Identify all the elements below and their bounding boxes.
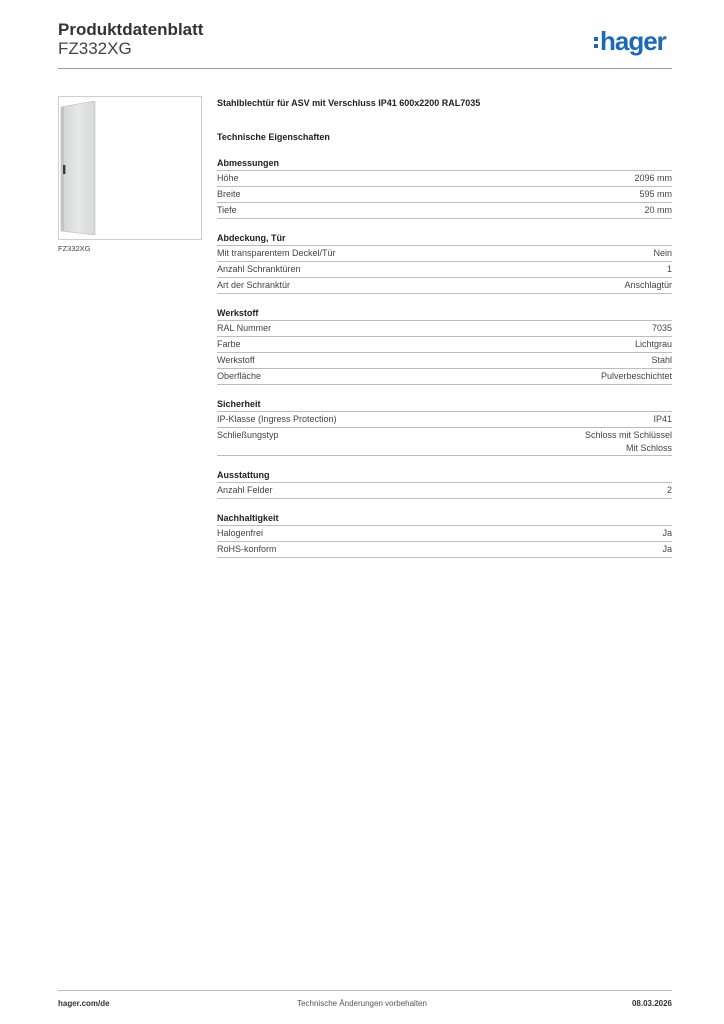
property-value-line: 1 (666, 264, 672, 274)
property-section (217, 511, 672, 558)
property-section (217, 306, 672, 385)
property-value (644, 204, 672, 218)
property-value (662, 527, 672, 541)
property-value-line: 2096 mm (634, 173, 672, 183)
section-title: Abmessungen (217, 156, 672, 171)
property-value (624, 279, 672, 293)
property-value (601, 370, 672, 384)
property-row (217, 278, 672, 294)
image-caption: FZ332XG (58, 244, 91, 253)
property-value (651, 354, 672, 368)
property-value-line: 2 (666, 485, 672, 495)
properties-list (217, 156, 672, 558)
property-value-line: Ja (662, 544, 672, 554)
property-value (653, 247, 672, 261)
property-label: Breite (217, 189, 241, 199)
property-row (217, 171, 672, 187)
page-title: Produktdatenblatt (58, 20, 204, 39)
property-value-line: Ja (662, 528, 672, 538)
property-value (639, 188, 672, 202)
property-label: RoHS-konform (217, 544, 277, 554)
section-title: Werkstoff (217, 306, 672, 321)
property-section (217, 397, 672, 456)
property-value-line: 20 mm (644, 205, 672, 215)
property-label: Tiefe (217, 205, 237, 215)
property-row (217, 262, 672, 278)
property-value (652, 322, 672, 336)
property-value-line: Lichtgrau (634, 339, 672, 349)
property-label: RAL Nummer (217, 323, 272, 333)
property-value-line: Anschlagtür (624, 280, 672, 290)
property-value (662, 543, 672, 557)
property-label: Höhe (217, 173, 239, 183)
section-title: Ausstattung (217, 468, 672, 483)
property-label: Mit transparentem Deckel/Tür (217, 248, 336, 258)
property-label: Oberfläche (217, 371, 262, 381)
property-section (217, 156, 672, 219)
property-value-line: 7035 (651, 323, 672, 333)
property-row (217, 412, 672, 428)
product-image-frame (58, 96, 202, 240)
property-section (217, 231, 672, 294)
property-value-line: Stahl (651, 355, 672, 365)
section-title: Abdeckung, Tür (217, 231, 672, 246)
hager-logo (594, 26, 666, 56)
property-row (217, 337, 672, 353)
property-label: Halogenfrei (217, 528, 264, 538)
footer-website-link[interactable]: hager.com/de (58, 999, 110, 1008)
property-value (585, 429, 672, 455)
property-value-line: Mit Schloss (625, 443, 672, 453)
footer-notice: Technische Änderungen vorbehalten (297, 999, 427, 1008)
property-row (217, 428, 672, 456)
product-description: Stahlblechtür für ASV mit Verschluss IP41 600x2200 RAL7035 (217, 98, 481, 108)
steel-door-image (59, 101, 97, 235)
logo-dots-icon (594, 37, 598, 48)
property-label: Anzahl Schranktüren (217, 264, 301, 274)
property-row (217, 526, 672, 542)
property-value (667, 263, 672, 277)
section-title: Sicherheit (217, 397, 672, 412)
property-row (217, 353, 672, 369)
property-value-line: Nein (653, 248, 672, 258)
property-value-line: IP41 (653, 414, 672, 424)
product-code: FZ332XG (58, 39, 132, 58)
property-row (217, 246, 672, 262)
property-label: Werkstoff (217, 355, 255, 365)
property-value-line: 595 mm (639, 189, 672, 199)
property-label: Art der Schranktür (217, 280, 291, 290)
property-value (653, 413, 672, 427)
footer-divider (58, 990, 672, 991)
header-divider (58, 68, 672, 69)
properties-heading: Technische Eigenschaften (217, 132, 330, 142)
property-value (667, 484, 672, 498)
property-label: Farbe (217, 339, 241, 349)
property-section (217, 468, 672, 499)
property-row (217, 203, 672, 219)
property-label: Anzahl Felder (217, 485, 273, 495)
property-row (217, 321, 672, 337)
property-value (634, 172, 672, 186)
property-label: IP-Klasse (Ingress Protection) (217, 414, 337, 424)
property-row (217, 483, 672, 499)
property-row (217, 369, 672, 385)
product-data-section (217, 96, 672, 558)
logo-text: hager (600, 26, 666, 56)
property-row (217, 187, 672, 203)
footer-date: 08.03.2026 (631, 999, 672, 1008)
property-label: Schließungstyp (217, 430, 279, 440)
property-value (635, 338, 672, 352)
property-row (217, 542, 672, 558)
property-value-line: Schloss mit Schlüssel (584, 430, 672, 440)
section-title: Nachhaltigkeit (217, 511, 672, 526)
property-value-line: Pulverbeschichtet (600, 371, 672, 381)
